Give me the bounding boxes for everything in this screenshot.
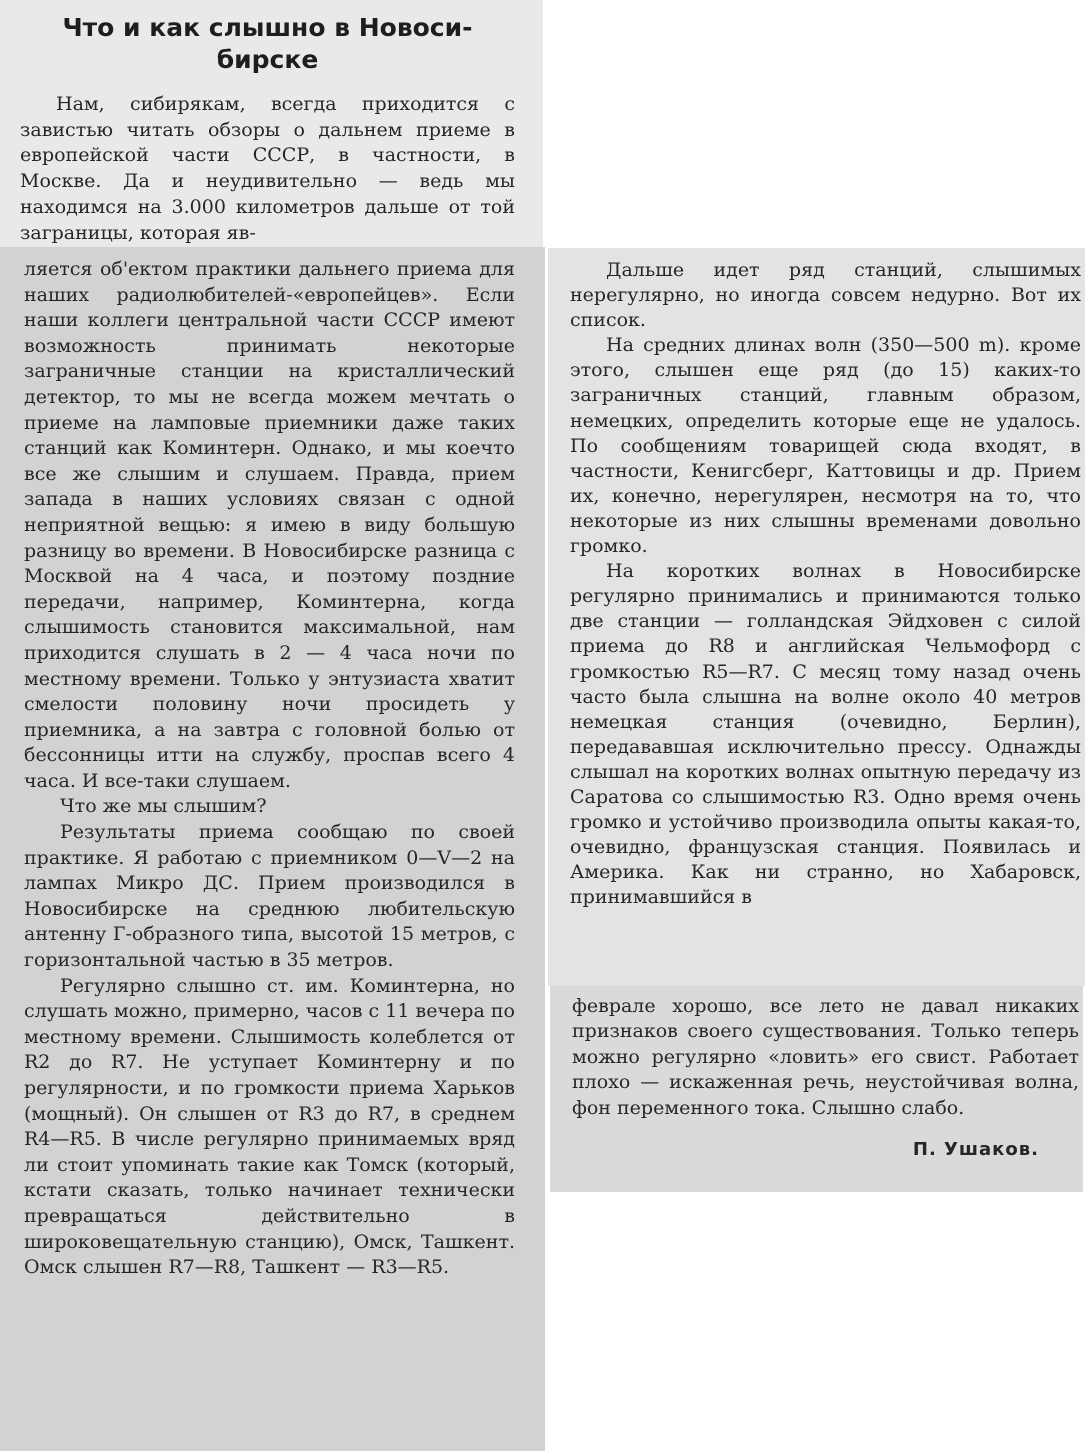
- article-clipping-right-column: [548, 248, 1085, 986]
- paragraph-irregular-stations: Дальше идет ряд станций, слышимых нерегулярно, но иногда совсем недурно. Вот их список.: [570, 259, 1081, 332]
- paragraph-short-waves: На коротких волнах в Новосибирске регулярно принимались и принимаются только две станции — голландская Эйдховен с силой приема до R8 и английская Чельмофорд с громкостью R5—R7. С месяц тому назад очень часто была слышна на волне около 40 метров немецкая станция (очевидно, Берлин), передававшая исключительно прессу. Однажды слышал на коротких волнах опытную передачу из Саратова со слышимостью R3. Одно время очень громко и устойчиво производила опыты какая-то, очевидно, французская станция. Появилась и Америка. Как ни странно, но Хабаровск, принимавшийся в: [570, 560, 1081, 909]
- intro-paragraph: Нам, сибирякам, всегда приходится с завистью читать обзоры о дальнем приеме в европейской части СССР, в частности, в Москве. Да и неудивительно — ведь мы находимся на 3.000 километров дальше от той заграницы, которая яв-: [20, 93, 515, 244]
- author-signature: П. Ушаков.: [912, 1139, 1039, 1161]
- paragraph-continuation: ляется об'ектом практики дальнего приема для наших радиолюбителей-«европейцев». Если наши коллеги центральной части СССР имеют возможность принимать некоторые заграничные станции на кристаллический детектор, то мы не всегда можем мечтать о приеме на ламповые приемники даже таких станций как Коминтерн. Однако, и мы коечто все же слышим и слушаем. Правда, прием запада в наших условиях связан с одной неприятной вещью: я имею в виду большую разницу во времени. В Новосибирске разница с Москвой на 4 часа, и поэтому поздние передачи, например, Коминтерна, когда слышимость становится максимальной, нам приходится слушать в 2 — 4 часа ночи по местному времени. Только у энтузиаста хватит смелости половину ночи просидеть у приемника, а на завтра с головной болью от бессонницы итти на службу, проспав всего 4 часа. И все-таки слушаем.: [24, 258, 515, 792]
- paragraph-question: Что же мы слышим?: [60, 795, 267, 818]
- paragraph-medium-waves: На средних длинах волн (350—500 m). кроме этого, слышен еще ряд (до 15) каких-то заграничных станций, главным образом, немецких, определить которые еще не удалось. По сообщениям товарищей сюда входят, в частности, Кенигсберг, Каттовицы и др. Прием их, конечно, нерегулярен, несмотря на то, что некоторые из них слышны временами довольно громко.: [570, 334, 1081, 558]
- paragraph-ending: феврале хорошо, все лето не давал никаких признаков своего существования. Только теперь можно регулярно «ловить» его свист. Работает плохо — искаженная речь, неустойчивая волна, фон переменного тока. Слышно слабо.: [572, 995, 1079, 1119]
- paragraph-receiver-setup: Результаты приема сообщаю по своей практике. Я работаю с приемником 0—V—2 на лампах Микро ДС. Прием производился в Новосибирске на среднюю любительскую антенну Г-образного типа, высотой 15 метров, с горизонтальной частью в 35 метров.: [24, 821, 515, 972]
- article-clipping-header: [0, 0, 543, 247]
- paragraph-regular-stations: Регулярно слышно ст. им. Коминтерна, но слушать можно, примерно, часов с 11 вечера по местному времени. Слышимость колеблется от R2 до R7. Не уступает Коминтерну и по регулярности, и по громкости приема Харьков (мощный). Он слышен от R3 до R7, в среднем R4—R5. В числе регулярно принимаемых вряд ли стоит упоминать такие как Томск (который, кстати сказать, только начинает технически превращаться действительно в широковещательную станцию), Омск, Ташкент. Омск слышен R7—R8, Ташкент — R3—R5.: [24, 974, 515, 1279]
- article-title-line-2: бирске: [216, 45, 319, 74]
- article-title-line-1: Что и как слышно в Новоси-: [62, 13, 473, 42]
- article-title: [20, 12, 515, 76]
- article-clipping-ending: [550, 986, 1083, 1192]
- article-clipping-left-column: [0, 247, 545, 1451]
